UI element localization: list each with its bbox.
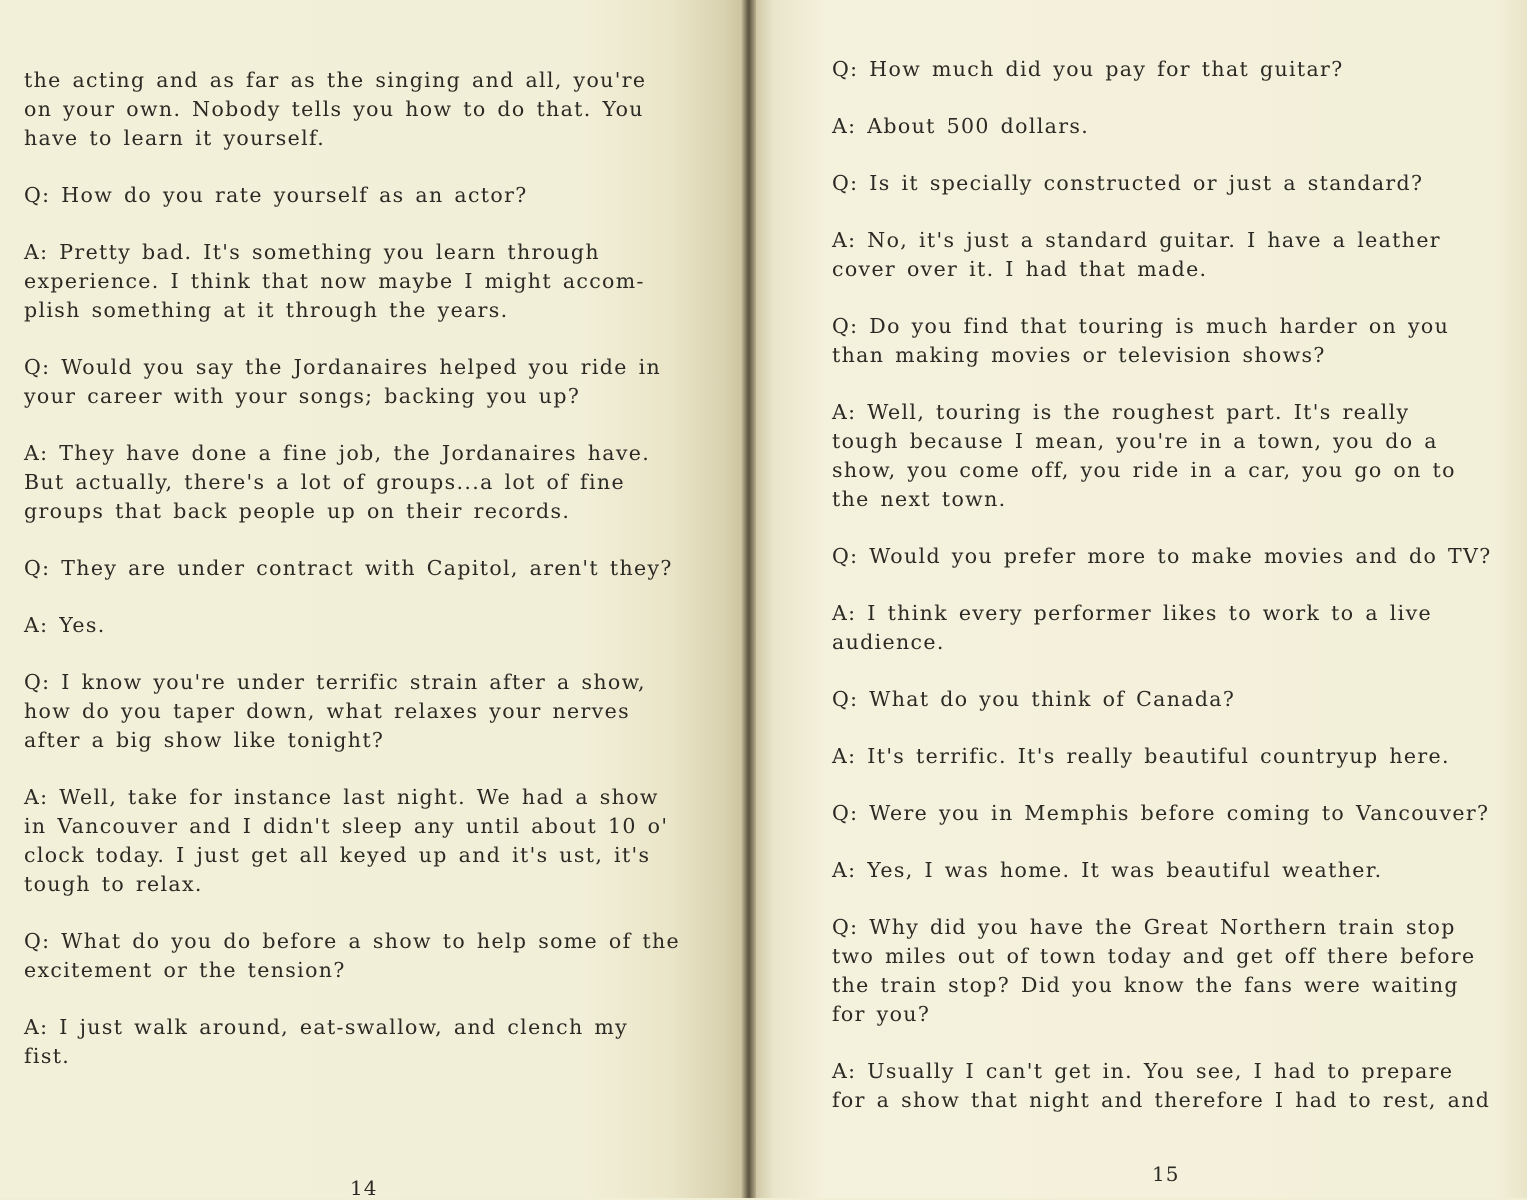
text-line: A: Usually I can't get in. You see, I had to prepare [832,1059,1454,1083]
text-line: for a show that night and therefore I had to rest, and [832,1088,1491,1112]
interview-paragraph [832,226,1512,284]
text-line: for you? [832,1002,931,1026]
right-page-number: 15 [1152,1162,1180,1186]
text-line: audience. [832,630,945,654]
interview-paragraph [24,554,724,583]
text-line: A: I just walk around, eat-swallow, and clench my [24,1015,629,1039]
text-line: clock today. I just get all keyed up and it's ust, it's [24,843,651,867]
left-page-text [24,66,724,1099]
text-line: A: Well, touring is the roughest part. It's really [832,400,1410,424]
left-page-number: 14 [350,1176,378,1200]
interview-paragraph [832,799,1512,828]
text-line: experience. I think that now maybe I might accom- [24,269,645,293]
text-line: the train stop? Did you know the fans were waiting [832,973,1459,997]
text-line: Q: Is it specially constructed or just a standard? [832,171,1424,195]
interview-paragraph [24,1013,724,1071]
interview-paragraph [832,599,1512,657]
text-line: Q: They are under contract with Capitol, aren't they? [24,556,673,580]
text-line: how do you taper down, what relaxes your nerves [24,699,630,723]
text-line: in Vancouver and I didn't sleep any until about 10 o' [24,814,669,838]
text-line: A: I think every performer likes to work to a live [832,601,1432,625]
text-line: A: Yes, I was home. It was beautiful weather. [832,858,1383,882]
interview-paragraph [832,169,1512,198]
interview-paragraph [24,927,724,985]
text-line: A: No, it's just a standard guitar. I have a leather [832,228,1441,252]
text-line: Q: What do you do before a show to help some of the [24,929,681,953]
text-line: Q: Would you say the Jordanaires helped you ride in [24,355,662,379]
text-line: Q: Were you in Memphis before coming to Vancouver? [832,801,1490,825]
interview-paragraph [24,238,724,325]
text-line: cover over it. I had that made. [832,257,1208,281]
text-line: show, you come off, you ride in a car, you go on to [832,458,1456,482]
right-page-text [832,55,1512,1143]
text-line: A: They have done a fine job, the Jordanaires have. [24,441,651,465]
text-line: on your own. Nobody tells you how to do that. You [24,97,644,121]
text-line: two miles out of town today and get off there before [832,944,1476,968]
text-line: A: It's terrific. It's really beautiful countryup here. [832,744,1450,768]
interview-paragraph [24,611,724,640]
interview-paragraph [832,913,1512,1029]
text-line: after a big show like tonight? [24,728,385,752]
interview-paragraph [24,439,724,526]
text-line: Q: Would you prefer more to make movies and do TV? [832,544,1492,568]
text-line: Q: How do you rate yourself as an actor? [24,183,528,207]
text-line: have to learn it yourself. [24,126,326,150]
interview-paragraph [24,66,724,153]
text-line: Q: What do you think of Canada? [832,687,1236,711]
text-line: the acting and as far as the singing and all, you're [24,68,647,92]
text-line: Q: I know you're under terrific strain after a show, [24,670,646,694]
text-line: excitement or the tension? [24,958,346,982]
interview-paragraph [832,112,1512,141]
text-line: fist. [24,1044,71,1068]
text-line: tough because I mean, you're in a town, you do a [832,429,1438,453]
interview-paragraph [24,353,724,411]
interview-paragraph [832,542,1512,571]
text-line: Q: Why did you have the Great Northern train stop [832,915,1456,939]
text-line: the next town. [832,487,1007,511]
text-line: than making movies or television shows? [832,343,1326,367]
interview-paragraph [832,856,1512,885]
text-line: Q: Do you find that touring is much harder on you [832,314,1450,338]
text-line: A: Pretty bad. It's something you learn through [24,240,600,264]
text-line: But actually, there's a lot of groups...a lot of fine [24,470,625,494]
text-line: tough to relax. [24,872,203,896]
interview-paragraph [832,685,1512,714]
text-line: A: About 500 dollars. [832,114,1090,138]
interview-paragraph [832,1057,1512,1115]
text-line: A: Well, take for instance last night. We had a show [24,785,659,809]
interview-paragraph [24,181,724,210]
text-line: your career with your songs; backing you up? [24,384,581,408]
text-line: A: Yes. [24,613,106,637]
interview-paragraph [832,398,1512,514]
text-line: groups that back people up on their records. [24,499,571,523]
interview-paragraph [24,668,724,755]
interview-paragraph [24,783,724,899]
book-gutter [740,0,756,1198]
interview-paragraph [832,312,1512,370]
text-line: plish something at it through the years. [24,298,509,322]
text-line: Q: How much did you pay for that guitar? [832,57,1344,81]
interview-paragraph [832,742,1512,771]
interview-paragraph [832,55,1512,84]
